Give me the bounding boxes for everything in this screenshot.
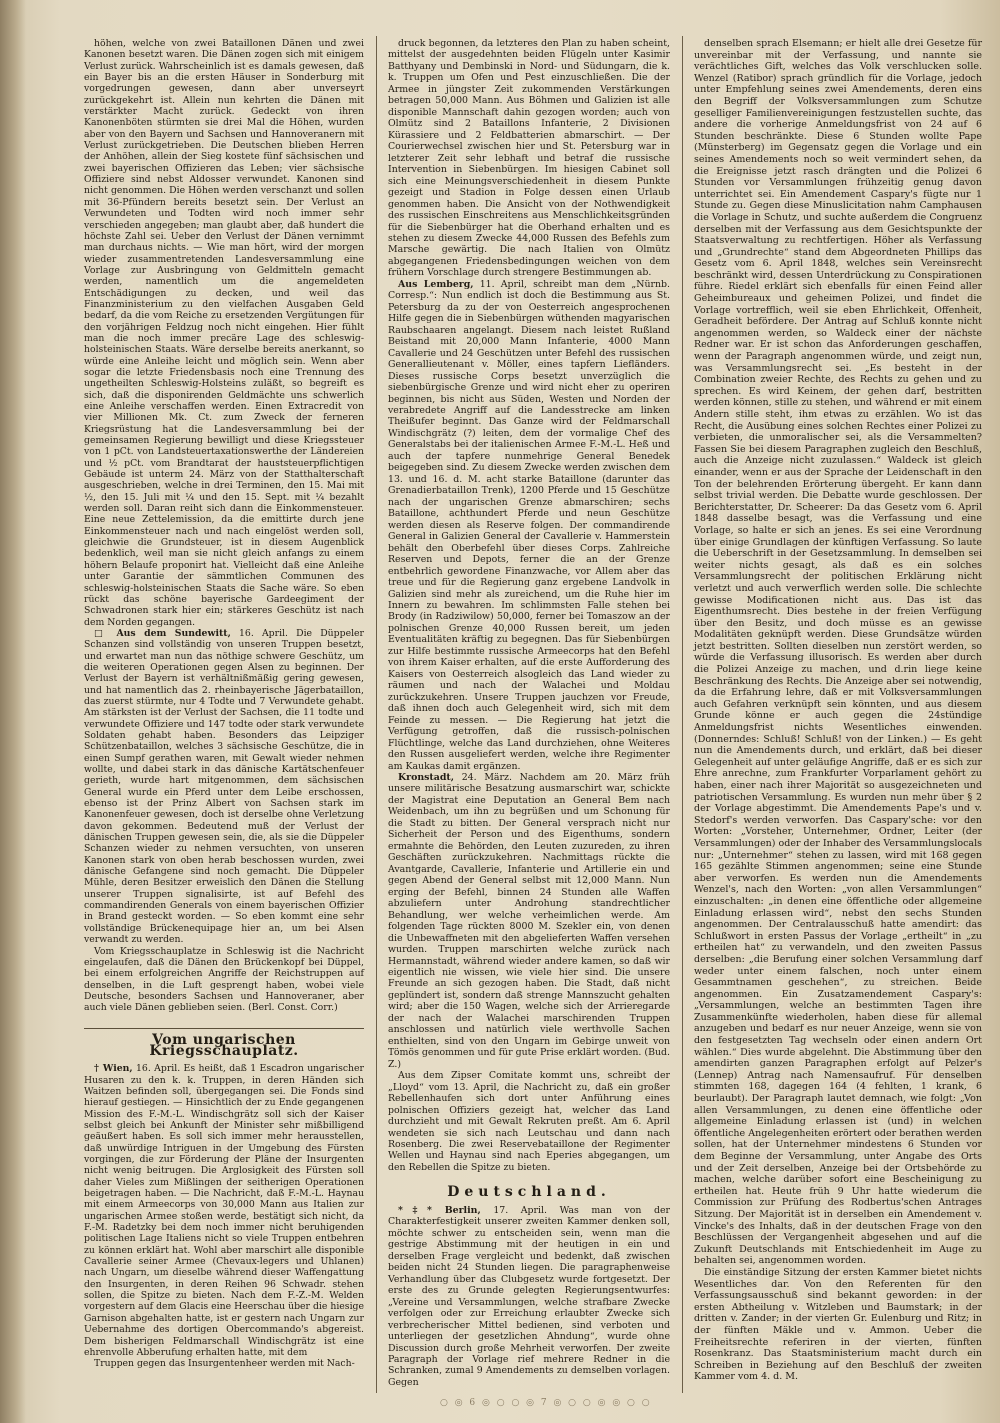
dateline: † Wien, xyxy=(94,1063,133,1075)
footer-stamp: ○ ◎ 6 ◎ ○ ○ ◎ 7 ◎ ○ ○ ◎ ◎ ○ ○ xyxy=(440,1398,652,1408)
column-right xyxy=(694,38,982,1383)
column-rule-left xyxy=(376,36,377,1393)
article-paragraph: druck begonnen, da letzteres den Plan zu haben scheint, mittelst der ausgedehnten beiden Flügeln unter Kasimir Batthyany und Dembinski in Nord- und Südungarn, die k. k. Truppen um Ofen und Pest einzuschließen. Die der Armee in jüngster Zeit zukommenden Verstärkungen betragen 50,000 Mann. Aus Böhmen und Galizien ist alle disponible Mannschaft dahin gezogen worden; auch von Olmütz sind 2 Bataillons Infanterie, 2 Divisionen Kürassiere und 2 Feldbatterien abmarschirt. — Der Courierwechsel zwischen hier und St. Petersburg war in letzterer Zeit sehr lebhaft und betraf die russische Intervention in Siebenbürgen. Im hiesigen Cabinet soll sich eine Meinungsverschiedenheit in diesem Punkte gezeigt und Stadion in Folge dessen einen Urlaub genommen haben. Die Ansicht von der Nothwendigkeit des russischen Einschreitens aus Menschlichkeitsgründen für die Siebenbürger hat die Oberhand erhalten und es stehen zu diesem Zwecke 44,000 Russen des Befehls zum Marsche gewärtig. Die nach Italien von Olmütz abgegangenen Friedensbedingungen weichen von dem frühern Vorschlage durch strengere Bestimmungen ab. xyxy=(388,38,670,279)
article-paragraph: Vom Kriegsschauplatze in Schleswig ist die Nachricht eingelaufen, daß die Dänen den Brückenkopf bei Düppel, bei einem erfolgreichen Angriffe der Reichstruppen auf denselben, in die Luft gesprengt haben, wobei viele Deutsche, besonders Sachsen und Hannoveraner, aber auch viele Dänen geblieben seien. (Berl. Const. Corr.) xyxy=(84,945,364,1014)
article-paragraph xyxy=(84,1063,364,1358)
article-text: 11. April, schreibt man dem „Nürnb. Corresp.“: Nun endlich ist doch die Bestimmung aus St. Petersburg da zu der von Oesterreich angesprochenen Hilfe gegen die in Siebenbürgen wüthenden magyarischen Raubschaaren angelangt. Diesem nach leistet Rußland Beistand mit 20,000 Mann Infanterie, 4000 Mann Cavallerie und 24 Geschützen unter Befehl des russischen Generallieutenant v. Möller, eines tapfern Liefländers. Dieses russische Corps besetzt unverzüglich die siebenbürgische Grenze und wird nicht eher zu operiren beginnen, bis nicht aus Süden, Westen und Norden der verabredete Angriff auf die Landesstrecke am linken Theißufer beginnt. Das Ganze wird der Feldmarschall Windischgrätz (?) leiten, dem der vormalige Chef des Generalstabs bei der italienischen Armee F.-M.-L. Heß und auch der tapfere nunmehrige General Benedek beigegeben sind. Zu diesem Zwecke werden zwischen dem 13. und 16. d. M. acht starke Bataillone (darunter das Grenadierbataillon Trenk), 1200 Pferde und 15 Geschütze nach der ungarischen Grenze abmarschiren; sechs Bataillone, achthundert Pferde und neun Geschütze werden diesen als Reserve folgen. Der commandirende General in Galizien General der Cavallerie v. Hammerstein behält den Oberbefehl über dieses Corps. Zahlreiche Reserven und Depots, ferner die an der Grenze entbehrlich gewordene Finanzwache, vor Allem aber das treue und für die Regierung ganz ergebene Landvolk in Galizien sind mehr als zureichend, um die Ruhe hier im Innern zu bewahren. Im schlimmsten Falle stehen bei Brody (in Radziwilow) 50,000, ferner bei Tomaszow an der polnischen Grenze 40,000 Russen bereit, um jeden Eventualitäten kräftig zu begegnen. Das für Siebenbürgen zur Hilfe bestimmte russische Armeecorps hat den Befehl von ihrem Kaiser erhalten, auf die erste Aufforderung des Kaisers von Oesterreich alsogleich das Land wieder zu räumen und nach der Walachei und Moldau zurückzukehren. Unsere Truppen jauchzen vor Freude, daß ihnen doch auch Gelegenheit wird, sich mit dem Feinde zu messen. — Die Regierung hat jetzt die Verfügung getroffen, daß die russisch-polnischen Flüchtlinge, welche das Land durchziehen, ohne Weiteres den Russen ausgeliefert werden, welche ihre Regimenter am Kaukas damit ergänzen. xyxy=(388,278,670,772)
column-left xyxy=(84,38,364,1370)
section-heading: Vom ungarischen Kriegsschauplatz. xyxy=(84,1028,364,1058)
dateline: Aus Lemberg, xyxy=(398,278,474,290)
article-text: 16. April. Es heißt, daß 1 Escadron ungarischer Husaren zu den k. k. Truppen, in deren Händen sich Waitzen befinden soll, übergegangen sei. Die Fonds sind hierauf gestiegen. — Hinsichtlich der zu Ende gegangenen Mission des F.-M.-L. Windischgrätz soll sich der Kaiser selbst gleich bei Ankunft der Minister sehr mißbilligend geäußert haben. Es soll sich immer mehr herausstellen, daß unwürdige Intriguen in der Umgebung des Fürsten vorgingen, die zur Förderung der Pläne der Insurgenten nicht wenig beitrugen. Die Arglosigkeit des Fürsten soll daher Vieles zum Mißlingen der seitherigen Operationen beigetragen haben. — Die Nachricht, daß F.-M.-L. Haynau mit einem Armeecorps von 30,000 Mann aus Italien zur ungarischen Armee stoßen werde, bestätigt sich nicht, da F.-M. Radetzky bei dem noch immer nicht beruhigenden politischen Lage Italiens nicht so viele Truppen entbehren zu können erklärt hat. Wohl aber marschirt alle disponible Cavallerie seiner Armee (Chevaux-legers und Uhlanen) nach Ungarn, um dieselbe während dieser Waffengattung den Insurgenten, in deren Reihen 96 Schwadr. stehen sollen, die Spitze zu bieten. Nach dem F.-Z.-M. Welden vorgestern auf dem Glacis eine Heerschau über die hiesige Garnison abgehalten hatte, ist er gestern nach Ungarn zur Uebernahme des dortigen Obercommando's abgereist. Dem bisherigen Feldmarschall Windischgrätz ist eine ehrenvolle Abberufung erhalten hatte, mit dem xyxy=(84,1063,364,1358)
article-paragraph: höhen, welche von zwei Bataillonen Dänen und zwei Kanonen besetzt waren. Die Dänen zogen sich mit einigem Verlust zurück. Wahrscheinlich ist es damals gewesen, daß ein Bayer bis an die ersten Häuser in Sonderburg mit vorgedrungen gewesen, dann aber unverseyrt zurückgekehrt ist. Allein nun kehrten die Dänen mit verstärkter Macht zurück. Gedeckt von ihren Kanonenböten stürmten sie drei Mal die Höhen, wurden aber von den Bayern und Sachsen und Hannoveranern mit Verlust zurückgetrieben. Die Deutschen blieben Herren der Anhöhen, allein der Sieg kostete fünf sächsischen und zwei bayerischen Offizieren das Leben; vier sächsische Offiziere sind nebst Aldosser verwundet. Kanonen sind nicht genommen. Die Höhen werden verschanzt und sollen mit 36-Pfündern bereits besetzt sein. Der Verlust an Verwundeten und Todten wird noch immer sehr verschieden angegeben; man glaubt aber, daß hundert die höchste Zahl sei. Ueber den Verlust der Dänen vernimmt man durchaus nichts. — Wie man hört, wird der morgen wieder zusammentretenden Landesversammlung eine Vorlage zur Ausbringung von Geldmitteln gemacht werden, namentlich um die angemeldeten Entschädigungen zu decken, und weil das Finanzministerium zu den vielfachen Ausgaben Geld bedarf, da die vom Reiche zu ersetzenden Vergütungen für den vorjährigen Feldzug noch nicht eingehen. Hier fühlt man die noch immer precäre Lage des schleswig-holsteinischen Staats. Wäre derselbe bereits anerkannt, so würde eine Anleihe leicht und möglich sein. Wenn aber sogar die letzte Friedensbasis noch eine Trennung des ungetheilten Schleswig-Holsteins zuläßt, so begreift es sich, daß die disponirenden Geldmächte uns schwerlich eine Anleihe verschaffen werden. Einen Extracredit von vier Millionen Mk. Ct. zum Zweck der ferneren Kriegsrüstung hat die Landesversammlung bei der gemeinsamen Regierung bewilligt und diese Kriegssteuer von 1 pCt. von Landsteuertaxationswerthe der Ländereien und ½ pCt. vom Brandtarat der hauststeuerpflichtigen Gebäude ist unterm 24. März von der Statthalterschaft ausgeschrieben, welche in drei Terminen, den 15. Mai mit ½, den 15. Juli mit ¼ und den 15. Sept. mit ¼ bezahlt werden soll. Daran reiht sich dann die Einkommensteuer. Eine neue Zettelemission, da die emittirte durch jene Einkommensteuer nach und nach eingelöst werden soll, gleichwie die Grundsteuer, ist in diesem Augenblick bedenklich, weil man sie nicht gleich anfangs zu einem höhern Belaufe proponirt hat. Vielleicht daß eine Anleihe unter Garantie der sämmtlichen Communen des schleswig-holsteinischen Staats die Sache wäre. So eben rückt das schöne bayerische Gardeegiment der Schwadronen stark hier ein; stärkeres Geschütz ist nach dem Norden gegangen. xyxy=(84,38,364,628)
article-paragraph xyxy=(388,279,670,772)
article-text: 17. April. Was man von der Charakterfestigkeit unserer zweiten Kammer denken soll, möchte schwer zu entscheiden sein, wenn man die gestrige Abstimmung mit der heutigen in ein und derselben Frage vergleicht und bedenkt, daß zwischen beiden nicht 24 Stunden liegen. Die paragraphenweise Verhandlung über das Clubgesetz wurde fortgesetzt. Der erste des zu Grunde gelegten Regierungsentwurfes: „Vereine und Versammlungen, welche strafbare Zwecke verfolgen oder zur Erreichung erlaubter Zwecke sich verbrecherischer Mittel bedienen, sind verboten und unterliegen der gesetzlichen Ahndung“, wurde ohne Discussion durch große Mehrheit verworfen. Der zweite Paragraph der Vorlage rief mehrere Redner in die Schranken, zumal 9 Amendements zu demselben vorlagen. Gegen xyxy=(388,1204,670,1388)
binding-shadow xyxy=(0,0,26,1423)
dateline: □ Aus dem Sundewitt, xyxy=(94,627,231,639)
article-paragraph: Truppen gegen das Insurgentenheer werden mit Nach- xyxy=(94,1358,355,1370)
section-heading: Deutschland. xyxy=(447,1184,611,1201)
article-paragraph xyxy=(84,628,364,946)
dateline: Kronstadt, xyxy=(398,772,454,783)
article-paragraph: denselben sprach Elsemann; er hielt alle drei Gesetze für unvereinbar mit der Verfassung, und nannte sie verächtliches Gift, welches das Volk verschlucken solle. Wenzel (Ratibor) sprach gründlich für die Vorlage, jedoch unter Empfehlung seines zwei Amendements, deren eins den Begriff der Volksversammlungen zum Schutze geselliger Familienvereinigungen festzustellen suchte, das andere die vorherige Anmeldungsfrist von 24 auf 6 Stunden beschränkte. Diese 6 Stunden wollte Pape (Münsterberg) im Gegensatz gegen die Vorlage und ein seines Amendements noch so weit vermindert sehen, da die Ereignisse jetzt rasch drängten und die Polizei 6 Stunden vor Versammlungen frühzeitig genug davon unterrichtet sei. Ein Amendement Caspary's fügte nur 1 Stunde zu. Gegen diese Minuslicitation nahm Camphausen die Vorlage in Schutz, und suchte außerdem die Congruenz derselben mit der Verfassung aus dem Gesichtspunkte der Staatsverwaltung zu rechtfertigen. Höher als Verfassung und „Grundrechte“ stand dem Abgeordneten Phillips das Gesetz vom 6. April 1848, welches sein Vereinsrecht beschränkt wird, dessen Unterdrückung zu Conspirationen führe. Riedel erklärt sich ebenfalls für einen Feind aller Geheimbureaux und geheimen Polizei, und findet die Vorlage vortrefflich, weil sie eben Ehrlichkeit, Offenheit, Geradheit befördere. Der Antrag auf Schluß konnte nicht angenommen werden, so Waldeck einer der nächste Redner war. Er ist schon das Anforderungen geschaffen, wenn der Paragraph angenommen würde, und zeigt nun, was Versammlungsrecht sei. „Es besteht in der Combination zweier Rechte, des Rechts zu gehen und zu sprechen. Es wird Keinem, der gehen darf, bestritten werden können, stille zu stehen, und während er mit einem Andern stille steht, ihm etwas zu erzählen. Wo ist das Recht, die Ausübung eines solchen Rechtes einer Polizei zu verbieten, die unmoralischer sei, als die Versammelten? Fassen Sie bei diesem Paragraphen zugleich den Beschluß, auch die Anzeige nicht zuzulassen.“ Waldeck ist gleich einander, wenn er aus der Sprache der Leidenschaft in den Ton der belehrenden Erörterung übergeht. Er kann dann selbst trivial werden. Die Debatte wurde geschlossen. Der Berichterstatter, Dr. Scheerer: Da das Gesetz vom 6. April 1848 dasselbe besagt, was die Verfassung und eine Vorlage, so halte er sich an jenes. Es sei eine Verordnung über einige Grundlagen der künftigen Verfassung. So laute die Ueberschrift in der Gesetzsammlung. In demselben sei weiter nichts gesagt, als daß es ein solches Versammlungsrecht der politischen Erklärung nicht verletzt und auch verwerflich werden solle. Die schlechte gewisse Modificationen nicht aus. Das ist das Eigenthumsrecht. Dies bestehe in der freien Verfügung über den Besitz, und doch müsse es an gewisse Modalitäten geknüpft werden. Diese Grundsätze würden jetzt bestritten. Sollten dieselben nun zerstört werden, so würde die Verfassung illusorisch. Es werden aber durch die Polizei Anzeige zu machen, und d.rin liege keine Beschränkung des Rechts. Die Anzeige aber sei notwendig, da die Erfahrung lehre, daß er mit Volksversammlungen auch Gefahren verknüpft sein könnten, und aus diesem Grunde könne er auch gegen die 24stündige Anmeldungsfrist nichts Wesentliches einwenden. (Donnerndes: Schluß! Schluß! von der Linken.) — Es geht nun die Amendements durch, und erklärt, daß bei dieser Gelegenheit auf unter geläufige Angriffe, daß er es sich zur Ehre anrechne, zum Frankfurter Vorparlament gehört zu haben, einer nach ihrer Majorität so ausgezeichneten und patriotischen Versammlung. Es wurden nun mehr über § 2 der Vorlage abgestimmt. Die Amendements Pape's und v. Stedorf's werden verworfen. Das Caspary'sche: vor den Worten: „Vorsteher, Unternehmer, Ordner, Leiter (der Versammlungen) oder der Inhaber des Versammlungslocals nur: „Unternehmer“ stehen zu lassen, wird mit 168 gegen 165 gezählte Stimmen angenommen; seine eine Stunde aber verworfen. Es werden nun die Amendements Wenzel's, nach den Worten: „von allen Versammlungen“ einzuschalten: „in denen eine öffentliche oder allgemeine Einladung erlassen wird“, nebst den sechs Stunden angenommen. Der Centralausschuß hatte amendirt: das Schlußwort in ersten Passus der Vorlage „ertheilt“ in „zu ertheilen hat“ zu verwandeln, und den zweiten Passus derselben: „die Berufung einer solchen Versammlung darf weder unter einem falschen, noch unter einem Gesammtnamen geschehen“, zu streichen. Beide angenommen. Ein Zusatzamendement Caspary's: „Versammlungen, welche an bestimmten Tagen ihre Zusammenkünfte wiederholen, haben diese für allemal anzugeben und bedarf es nur neuer Anzeige, wenn sie von den festgesetzten Tag wechseln oder einen andern Ort wählen.“ Dies wurde abgelehnt. Die Abstimmung über den amendirten ganzen Paragraphen erfolgt auf Pelzer's (Lennep) Antrag nach Namensaufruf. Für denselben stimmten 168, dagegen 164 (4 fehlten, 1 krank, 6 beurlaubt). Der Paragraph lautet demnach, wie folgt: „Von allen Versammlungen, zu denen eine öffentliche oder allgemeine Einladung erlassen ist (und) in welchen öffentliche Angelegenheiten erörtert oder berathen werden sollen, hat der Unternehmer mindestens 6 Stunden vor dem Beginne der Versammlung, unter Angabe des Orts und der Zeit derselben, Anzeige bei der Ortsbehörde zu machen, welche darüber sofort eine Bescheinigung zu ertheilen hat. Heute früh 9 Uhr hatte wiederum die Commission zur Prüfung des Rodbertus'schen Antrages Sitzung. Der Majorität ist in derselben ein Amendement v. Vincke's des Inhalts, daß in der deutschen Frage von den Beschlüssen der Vergangenheit abgesehen und auf die Zukunft Deutschlands mit Entschiedenheit im Auge zu behalten sei, angenommen worden. xyxy=(694,38,982,1267)
article-paragraph: Die einständige Sitzung der ersten Kammer bietet nichts Wesentliches dar. Von den Referenten für den Verfassungsausschuß sind bekannt geworden: in der ersten Abtheilung v. Witzleben und Baumstark; in der dritten v. Zander; in der vierten Gr. Eulenburg und Ritz; in der fünften Mäkle und v. Ammon. Ueber die Freiheitsrechte referiren in der vierten, fünften Rosenkranz. Das Staatsministerium macht durch ein Schreiben in Beziehung auf den Beschluß der zweiten Kammer vom 4. d. M. xyxy=(694,1266,982,1383)
article-paragraph: Aus dem Zipser Comitate kommt uns, schreibt der „Lloyd“ vom 13. April, die Nachricht zu, daß ein großer Rebellenhaufen sich dort unter Anführung eines polnischen Offiziers gezeigt hat, welcher das Land durchzieht und mit Gewalt Rekruten preßt. Am 6. April wendeten sie sich nach Leutschau und dann nach Rosenberg. Die zwei Reservebataillone der Regimenter Wellen und Haynau sind nach Eperies abgegangen, um den Rebellen die Spitze zu bieten. xyxy=(388,1070,670,1173)
column-rule-right xyxy=(682,36,683,1393)
article-paragraph xyxy=(388,1205,670,1389)
article-paragraph xyxy=(388,772,670,1070)
dateline: *‡* Berlin, xyxy=(398,1204,481,1216)
column-middle xyxy=(388,38,670,1388)
article-text: 16. April. Die Düppeler Schanzen sind vollständig von unseren Truppen besetzt, und erwartet man nun das nöthige schwere Geschütz, um die weiteren Operationen gegen Alsen zu beginnen. Der Verlust der Bayern ist verhältnißmäßig gering gewesen, und hat namentlich das 2. rheinbayerische Jägerbataillon, das zuerst stürmte, nur 4 Todte und 7 Verwundete gehabt. Am stärksten ist der Verlust der Sachsen, die 11 todte und verwundete Offiziere und 147 todte oder stark verwundete Soldaten gehabt haben. Besonders das Leipziger Schützenbataillon, welches 3 sächsische Geschütze, die in einen Sumpf gerathen waren, mit Gewalt wieder nehmen wollte, und dabei stark in das dänische Kartätschenfeuer gerieth, wurde hart mitgenommen, dem sächsischen General wurde ein Pferd unter dem Leibe erschossen, ebenso ist der Prinz Albert von Sachsen stark im Kanonenfeuer gewesen, doch ist derselbe ohne Verletzung davon gekommen. Bedeutend muß der Verlust der dänischen Truppen gewesen sein, die, als sie die Düppeler Schanzen wieder zu nehmen versuchten, von unseren Kanonen stark von oben herab beschossen wurden, zwei dänische Gefangene sind noch gemacht. Die Düppeler Mühle, deren Besitzer erweislich den Dänen die Stellung unserer Truppen signalisirte, ist auf Befehl des commandirenden Generals von einem bayerischen Offizier in Brand gesteckt worden. — So eben kommt eine sehr vollständige Brückenequipage hier an, um bei Alsen verwandt zu werden. xyxy=(84,627,364,946)
article-text: 24. März. Nachdem am 20. März früh unsere militärische Besatzung ausmarschirt war, schickte der Magistrat eine Deputation an General Bem nach Weidenbach, um ihn zu begrüßen und um Schonung für die Stadt zu bitten. Der General versprach nicht nur Sicherheit der Person und des Eigenthums, sondern ermahnte die Behörden, den Leuten zuzureden, zu ihren Geschäften zurückzukehren. Nachmittags rückte die Avantgarde, Cavallerie, Infanterie und Artillerie ein und gegen Abend der General selbst mit 12,000 Mann. Nun erging der Befehl, binnen 24 Stunden alle Waffen abzuliefern unter Androhung standrechtlicher Behandlung, wer welche verheimlichen werde. Am folgenden Tage rückten 8000 M. Szekler ein, von denen die Unbewaffneten mit den abgelieferten Waffen versehen wurden. Truppen marschirten welche zurück nach Hermannstadt, während wieder andere kamen, so daß wir eigentlich nie wissen, wie viele hier sind. Die unsere Freunde an sich gezogen haben. Die Stadt, daß nicht geplündert ist, sondern daß strenge Mannszucht gehalten wird; aber die 150 Wagen, welche sich der Arrieregarde der nach der Walachei marschirenden Truppen anschlossen und natürlich viele werthvolle Sachen enthielten, sind von den Ungarn im Gebirge unweit von Tömös genommen und für gute Prise erklärt worden. (Bud. Z.) xyxy=(388,772,670,1070)
